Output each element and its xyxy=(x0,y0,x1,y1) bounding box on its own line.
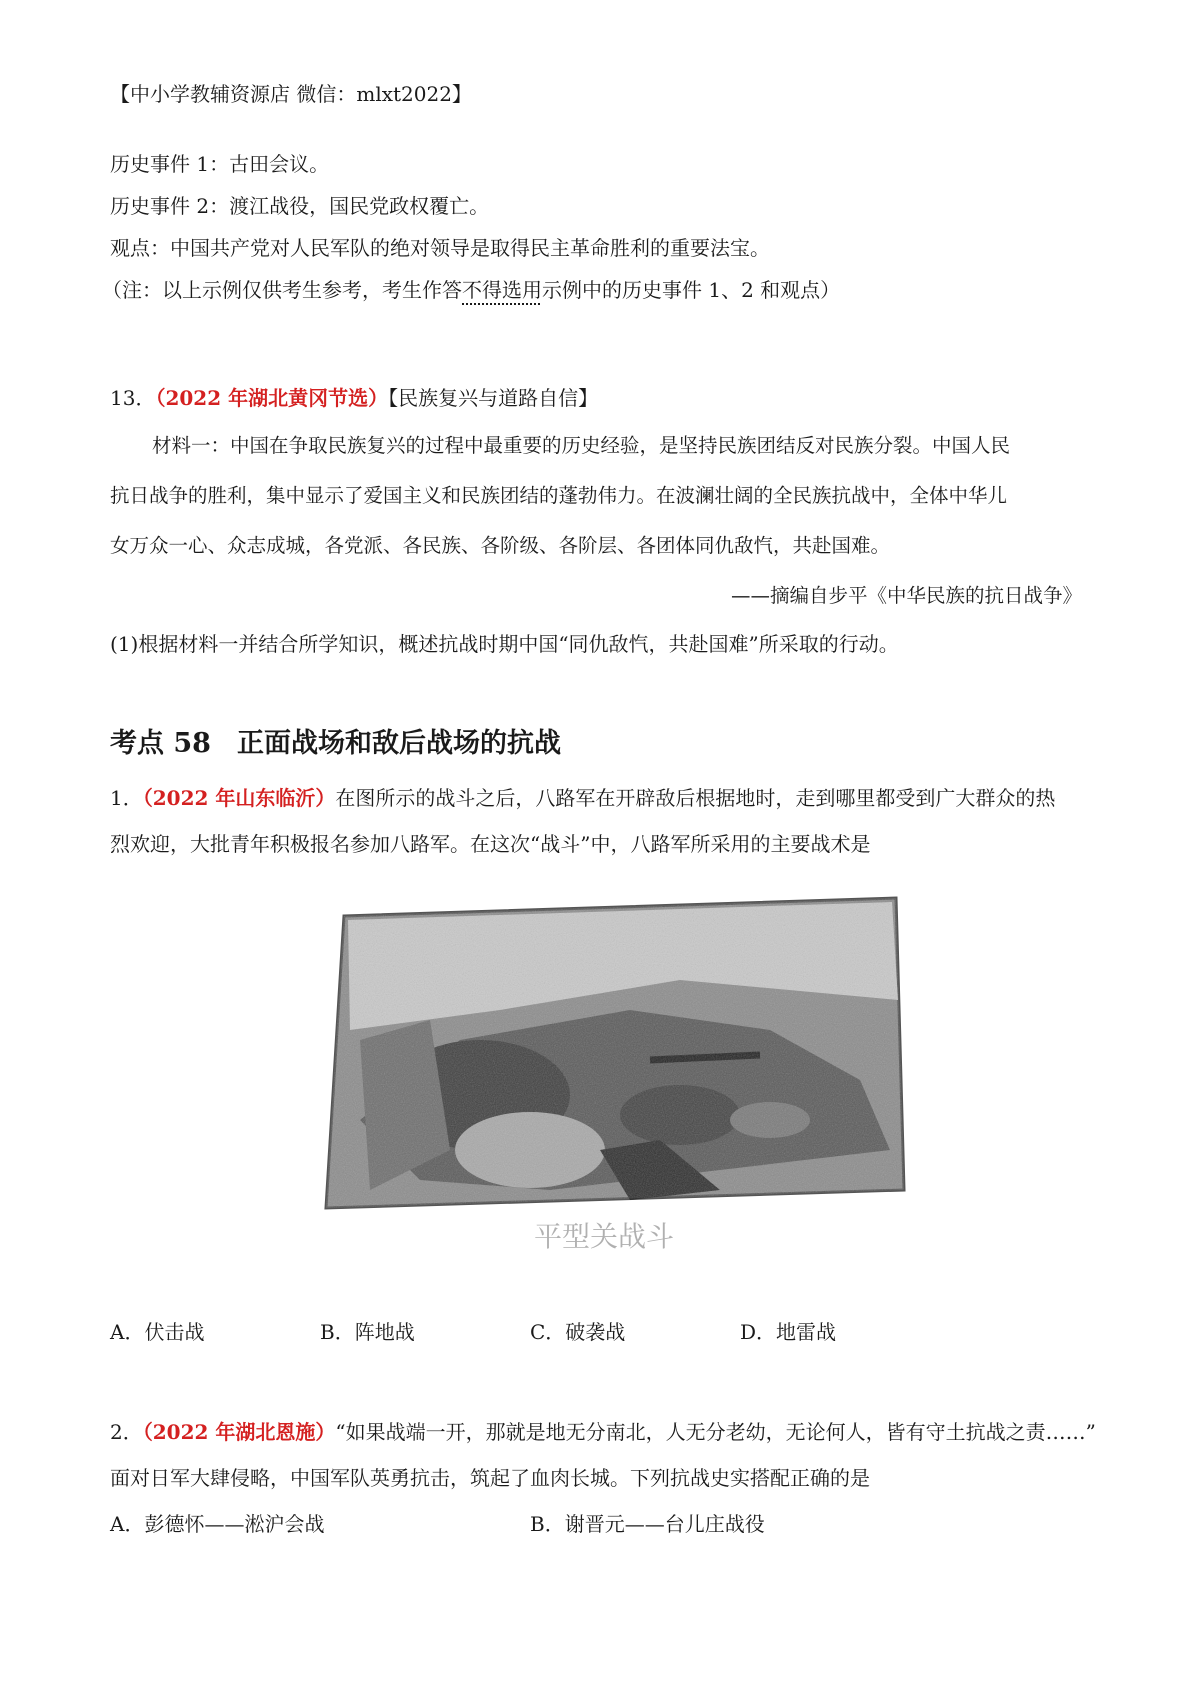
note-part-2: 示例中的历史事件 1、2 和观点） xyxy=(542,278,841,302)
q13-material-line-2: 抗日战争的胜利，集中显示了爱国主义和民族团结的蓬勃伟力。在波澜壮阔的全民族抗战中，全体中华儿 xyxy=(110,484,1008,507)
q2-line-2: 面对日军大肆侵略，中国军队英勇抗击，筑起了血肉长城。下列抗战史实搭配正确的是 xyxy=(110,1466,870,1490)
q2-source: （2022 年湖北恩施） xyxy=(142,1420,336,1444)
q1-line-2: 烈欢迎，大批青年积极报名参加八路军。在这次“战斗”中，八路军所采用的主要战术是 xyxy=(110,832,871,856)
q13-material-line-1: 材料一：中国在争取民族复兴的过程中最重要的历史经验，是坚持民族团结反对民族分裂。中国人民 xyxy=(152,434,1011,457)
q2-number: 2． xyxy=(110,1420,143,1444)
q13-question: (1)根据材料一并结合所学知识，概述抗战时期中国“同仇敌忾，共赴国难”所采取的行动。 xyxy=(110,632,899,656)
section-title: 正面战场和敌后战场的抗战 xyxy=(236,728,561,759)
example-viewpoint: 观点：中国共产党对人民军队的绝对领导是取得民主革命胜利的重要法宝。 xyxy=(110,236,770,260)
section-heading xyxy=(110,726,561,762)
q2-option-a: A．彭德怀——淞沪会战 xyxy=(110,1512,325,1536)
q1-option-d: D．地雷战 xyxy=(740,1320,837,1344)
photo-caption: 平型关战斗 xyxy=(533,1220,675,1253)
q13-header xyxy=(110,384,598,412)
note-part-1: （注：以上示例仅供考生参考，考生作答 xyxy=(102,278,462,302)
q1-option-b: B．阵地战 xyxy=(320,1320,415,1344)
q1-option-a: A．伏击战 xyxy=(110,1320,205,1344)
q1-option-c: C．破袭战 xyxy=(530,1320,626,1344)
note-emphasis: 不得选用 xyxy=(462,278,542,302)
q13-material-line-3: 女万众一心、众志成城，各党派、各民族、各阶级、各阶层、各团体同仇敌忾，共赴国难。 xyxy=(110,534,891,557)
battle-photo xyxy=(300,890,908,1262)
q13-topic: 【民族复兴与道路自信】 xyxy=(388,386,599,410)
example-event-2: 历史事件 2：渡江战役，国民党政权覆亡。 xyxy=(110,194,490,218)
header-watermark: 【中小学教辅资源店 微信：mlxt2022】 xyxy=(110,82,472,106)
q1-source: （2022 年山东临沂） xyxy=(142,786,336,810)
q13-number: 13． xyxy=(110,386,156,410)
q2-line-1 xyxy=(110,1418,1096,1446)
q2-option-b: B．谢晋元——台儿庄战役 xyxy=(530,1512,765,1536)
q1-line-1 xyxy=(110,784,1055,812)
example-note xyxy=(102,276,840,304)
section-label: 考点 58 xyxy=(110,728,211,759)
example-event-1: 历史事件 1：古田会议。 xyxy=(110,152,330,176)
q2-text-1: “如果战端一开，那就是地无分南北，人无分老幼，无论何人，皆有守土抗战之责……” xyxy=(335,1420,1096,1444)
q13-source: （2022 年湖北黄冈节选） xyxy=(155,386,389,410)
q1-number: 1． xyxy=(110,786,143,810)
q13-citation: ——摘编自步平《中华民族的抗日战争》 xyxy=(730,584,1082,607)
q1-text-1: 在图所示的战斗之后，八路军在开辟敌后根据地时，走到哪里都受到广大群众的热 xyxy=(335,786,1056,810)
